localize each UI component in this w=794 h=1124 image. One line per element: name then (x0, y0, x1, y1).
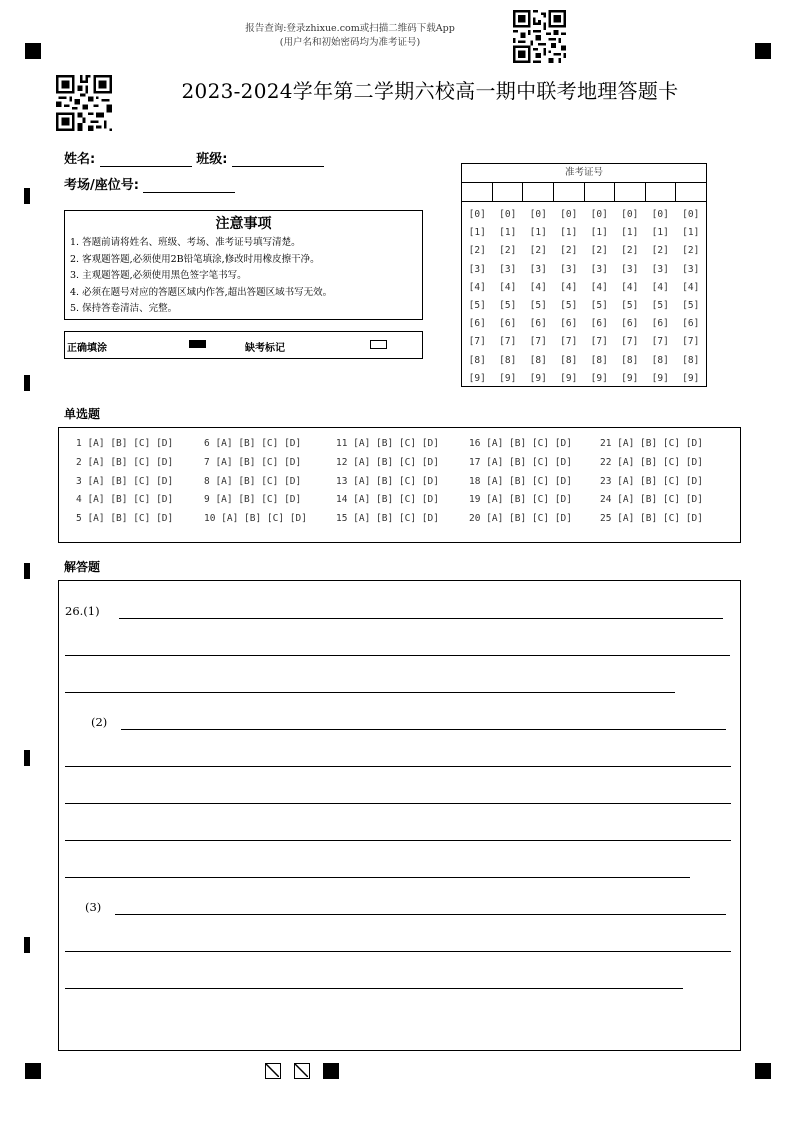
digit-bubble[interactable]: [5] (682, 300, 700, 312)
digit-bubble[interactable]: [1] (651, 227, 669, 239)
corner-mark-top-right (755, 43, 771, 59)
mc-column (204, 438, 307, 532)
notice-item: 2. 客观题答题,必须使用2B铅笔填涂,修改时用橡皮擦干净。 (70, 253, 320, 265)
side-mark (24, 563, 30, 579)
digit-bubble[interactable]: [2] (590, 245, 608, 257)
name-label: 姓名: (64, 152, 96, 167)
mc-question-row[interactable]: 4 [A] [B] [C] [D] (76, 494, 174, 506)
answer-line[interactable] (65, 951, 731, 952)
answer-line[interactable] (65, 988, 683, 989)
digit-bubble[interactable]: [3] (682, 263, 700, 275)
side-mark (24, 937, 30, 953)
digit-bubble[interactable]: [0] (529, 209, 547, 220)
mc-question-row[interactable]: 17 [A] [B] [C] [D] (469, 456, 572, 468)
admission-digit-column (676, 206, 707, 388)
admission-digit-column (493, 206, 524, 388)
question-26-3-label: (3) (85, 900, 102, 914)
digit-bubble[interactable]: [7] (499, 336, 517, 348)
digit-bubble[interactable]: [4] (590, 281, 608, 293)
mc-column (600, 438, 703, 532)
mc-column (76, 438, 173, 532)
answer-line[interactable] (115, 914, 726, 915)
mc-question-row[interactable]: 13 [A] [B] [C] [D] (336, 475, 439, 487)
digit-bubble[interactable]: [3] (590, 263, 608, 275)
mc-question-row[interactable]: 5 [A] [B] [C] [D] (76, 513, 174, 525)
mc-question-row[interactable]: 10 [A] [B] [C] [D] (204, 513, 307, 525)
digit-bubble[interactable]: [3] (621, 263, 639, 275)
digit-write-box[interactable] (462, 183, 493, 201)
notice-item: 5. 保持答卷清洁、完整。 (70, 303, 178, 314)
digit-bubble[interactable]: [6] (468, 318, 486, 330)
mc-question-row[interactable]: 2 [A] [B] [C] [D] (76, 456, 174, 468)
digit-write-box[interactable] (493, 183, 524, 201)
mc-question-row[interactable]: 8 [A] [B] [C] [D] (204, 475, 302, 487)
seat-field[interactable] (143, 178, 235, 193)
digit-bubble[interactable]: [2] (529, 245, 547, 257)
digit-bubble[interactable]: [5] (560, 300, 578, 312)
admission-digit-column (645, 206, 676, 388)
digit-bubble[interactable]: [1] (590, 227, 608, 239)
report-note-line2: (用户名和初始密码均为准考证号) (279, 37, 421, 48)
digit-bubble[interactable]: [8] (682, 354, 700, 366)
digit-bubble[interactable]: [6] (560, 318, 578, 330)
digit-bubble[interactable]: [3] (651, 263, 669, 275)
digit-bubble[interactable]: [1] (682, 227, 700, 239)
digit-bubble[interactable]: [2] (560, 245, 578, 257)
digit-write-box[interactable] (523, 183, 554, 201)
digit-bubble[interactable]: [9] (468, 372, 486, 384)
digit-bubble[interactable]: [8] (651, 354, 669, 366)
digit-bubble[interactable]: [5] (468, 300, 486, 312)
digit-bubble[interactable]: [0] (590, 209, 608, 220)
digit-bubble[interactable]: [2] (651, 245, 669, 257)
digit-bubble[interactable]: [9] (560, 372, 578, 384)
class-field[interactable] (232, 152, 324, 167)
digit-bubble[interactable]: [4] (529, 281, 547, 293)
digit-bubble[interactable]: [4] (468, 281, 486, 293)
digit-bubble[interactable]: [9] (590, 372, 608, 384)
notice-item: 3. 主观题答题,必须使用黑色签字笔书写。 (70, 270, 247, 281)
digit-bubble[interactable]: [7] (651, 336, 669, 348)
report-note-line1: 报告查询:登录zhixue.com或扫描二维码下载App (245, 23, 455, 34)
admission-digit-column (584, 206, 615, 388)
side-mark (24, 750, 30, 766)
answer-line[interactable] (65, 840, 731, 841)
digit-bubble[interactable]: [6] (682, 318, 700, 330)
mc-question-row[interactable]: 7 [A] [B] [C] [D] (204, 456, 302, 468)
digit-write-box[interactable] (554, 183, 585, 201)
mc-question-row[interactable]: 1 [A] [B] [C] [D] (76, 438, 174, 449)
answer-line[interactable] (65, 803, 731, 804)
admission-digit-column (615, 206, 646, 388)
digit-bubble[interactable]: [0] (468, 209, 486, 220)
single-choice-box (58, 427, 741, 543)
digit-bubble[interactable]: [5] (590, 300, 608, 312)
digit-bubble[interactable]: [0] (651, 209, 669, 220)
digit-bubble[interactable]: [1] (621, 227, 639, 239)
digit-bubble[interactable]: [4] (682, 281, 700, 293)
corner-mark-top-left (25, 43, 41, 59)
digit-bubble[interactable]: [1] (529, 227, 547, 239)
notice-list (70, 235, 422, 318)
digit-bubble[interactable]: [2] (499, 245, 517, 257)
mc-column (336, 438, 439, 532)
digit-bubble[interactable]: [5] (499, 300, 517, 312)
correct-fill-label: 正确填涂 (67, 343, 107, 354)
seat-row (64, 174, 235, 193)
digit-write-box[interactable] (585, 183, 616, 201)
digit-bubble[interactable]: [3] (560, 263, 578, 275)
digit-bubble[interactable]: [2] (468, 245, 486, 257)
digit-bubble[interactable]: [6] (621, 318, 639, 330)
digit-bubble[interactable]: [2] (682, 245, 700, 257)
mc-column (469, 438, 572, 532)
digit-bubble[interactable]: [6] (651, 318, 669, 330)
mc-question-row[interactable]: 3 [A] [B] [C] [D] (76, 475, 174, 487)
mc-question-row[interactable]: 20 [A] [B] [C] [D] (469, 513, 572, 525)
answer-line[interactable] (65, 766, 731, 767)
digit-write-box[interactable] (676, 183, 706, 201)
digit-bubble[interactable]: [9] (621, 372, 639, 384)
answer-line[interactable] (65, 877, 690, 878)
digit-bubble[interactable]: [0] (499, 209, 517, 220)
notice-box (64, 210, 423, 320)
digit-bubble[interactable]: [1] (499, 227, 517, 239)
digit-bubble[interactable]: [9] (529, 372, 547, 384)
digit-bubble[interactable]: [7] (529, 336, 547, 348)
slashed-square-icon (294, 1063, 310, 1079)
mc-question-row[interactable]: 12 [A] [B] [C] [D] (336, 456, 439, 468)
question-26-2-label: (2) (91, 715, 108, 729)
answer-line[interactable] (65, 692, 675, 693)
notice-item: 4. 必须在题号对应的答题区域内作答,超出答题区域书写无效。 (70, 286, 333, 298)
digit-bubble[interactable]: [9] (499, 372, 517, 384)
digit-bubble[interactable]: [9] (651, 372, 669, 384)
class-label: 班级: (196, 152, 228, 167)
report-note (180, 22, 520, 50)
digit-bubble[interactable]: [4] (651, 281, 669, 293)
admission-digit-column (554, 206, 585, 388)
digit-bubble[interactable]: [4] (621, 281, 639, 293)
digit-bubble[interactable]: [0] (621, 209, 639, 220)
admission-title: 准考证号 (462, 164, 706, 183)
single-choice-label: 单选题 (64, 407, 101, 421)
mc-question-row[interactable]: 15 [A] [B] [C] [D] (336, 513, 439, 525)
digit-bubble[interactable]: [7] (590, 336, 608, 348)
mc-question-row[interactable]: 23 [A] [B] [C] [D] (600, 475, 703, 487)
fill-example-box (64, 331, 423, 359)
filled-mark-example (189, 340, 206, 348)
digit-bubble[interactable]: [7] (621, 336, 639, 348)
mc-question-row[interactable]: 14 [A] [B] [C] [D] (336, 494, 439, 506)
mc-question-row[interactable]: 16 [A] [B] [C] [D] (469, 438, 572, 449)
digit-bubble[interactable]: [4] (560, 281, 578, 293)
page-title: 2023-2024学年第二学期六校高一期中联考地理答题卡 (181, 79, 679, 103)
admission-number-grid (461, 163, 707, 387)
answer-line[interactable] (65, 655, 730, 656)
digit-bubble[interactable]: [3] (529, 263, 547, 275)
digit-bubble[interactable]: [0] (682, 209, 700, 220)
admission-digit-column (462, 206, 493, 388)
mc-question-row[interactable]: 11 [A] [B] [C] [D] (336, 438, 439, 449)
digit-bubble[interactable]: [1] (468, 227, 486, 239)
digit-bubble[interactable]: [6] (590, 318, 608, 330)
digit-bubble[interactable]: [0] (560, 209, 578, 220)
answer-box (58, 580, 741, 1051)
notice-item: 1. 答题前请将姓名、班级、考场、准考证号填写清楚。 (70, 237, 301, 248)
side-mark (24, 375, 30, 391)
digit-bubble[interactable]: [7] (560, 336, 578, 348)
corner-mark-bottom-right (755, 1063, 771, 1079)
digit-bubble[interactable]: [3] (499, 263, 517, 275)
filled-square-icon (323, 1063, 339, 1079)
digit-bubble[interactable]: [8] (560, 354, 578, 366)
seat-label: 考场/座位号: (64, 178, 139, 193)
digit-bubble[interactable]: [6] (499, 318, 517, 330)
side-mark (24, 188, 30, 204)
absent-mark-label: 缺考标记 (245, 343, 285, 354)
mc-question-row[interactable]: 19 [A] [B] [C] [D] (469, 494, 572, 506)
mc-question-row[interactable]: 25 [A] [B] [C] [D] (600, 513, 703, 525)
digit-bubble[interactable]: [8] (468, 354, 486, 366)
digit-bubble[interactable]: [5] (621, 300, 639, 312)
digit-bubble[interactable]: [7] (682, 336, 700, 348)
qr-code-icon (56, 75, 112, 131)
digit-bubble[interactable]: [9] (682, 372, 700, 384)
admission-bubble-columns (462, 202, 706, 388)
mc-question-row[interactable]: 6 [A] [B] [C] [D] (204, 438, 302, 449)
digit-bubble[interactable]: [8] (621, 354, 639, 366)
digit-bubble[interactable]: [6] (529, 318, 547, 330)
mc-question-row[interactable]: 9 [A] [B] [C] [D] (204, 494, 302, 506)
digit-bubble[interactable]: [7] (468, 336, 486, 348)
corner-mark-bottom-left (25, 1063, 41, 1079)
digit-write-box[interactable] (615, 183, 646, 201)
question-26-1-label: 26.(1) (65, 604, 100, 618)
digit-bubble[interactable]: [2] (621, 245, 639, 257)
notice-title: 注意事项 (215, 216, 272, 232)
qr-code-icon[interactable] (513, 10, 566, 63)
answer-line[interactable] (121, 729, 726, 730)
name-class-row (64, 148, 324, 167)
name-field[interactable] (100, 152, 192, 167)
digit-bubble[interactable]: [8] (529, 354, 547, 366)
digit-bubble[interactable]: [8] (499, 354, 517, 366)
mc-question-row[interactable]: 21 [A] [B] [C] [D] (600, 438, 703, 449)
digit-bubble[interactable]: [8] (590, 354, 608, 366)
answer-line[interactable] (119, 618, 723, 619)
digit-write-box[interactable] (646, 183, 677, 201)
digit-bubble[interactable]: [4] (499, 281, 517, 293)
digit-bubble[interactable]: [5] (529, 300, 547, 312)
digit-bubble[interactable]: [1] (560, 227, 578, 239)
mc-question-row[interactable]: 22 [A] [B] [C] [D] (600, 456, 703, 468)
admission-digit-column (523, 206, 554, 388)
admission-write-boxes (462, 183, 706, 202)
mc-question-row[interactable]: 24 [A] [B] [C] [D] (600, 494, 703, 506)
answer-section-label: 解答题 (64, 560, 101, 574)
digit-bubble[interactable]: [3] (468, 263, 486, 275)
digit-bubble[interactable]: [5] (651, 300, 669, 312)
absent-mark-checkbox[interactable] (370, 340, 387, 349)
mc-question-row[interactable]: 18 [A] [B] [C] [D] (469, 475, 572, 487)
slashed-square-icon (265, 1063, 281, 1079)
